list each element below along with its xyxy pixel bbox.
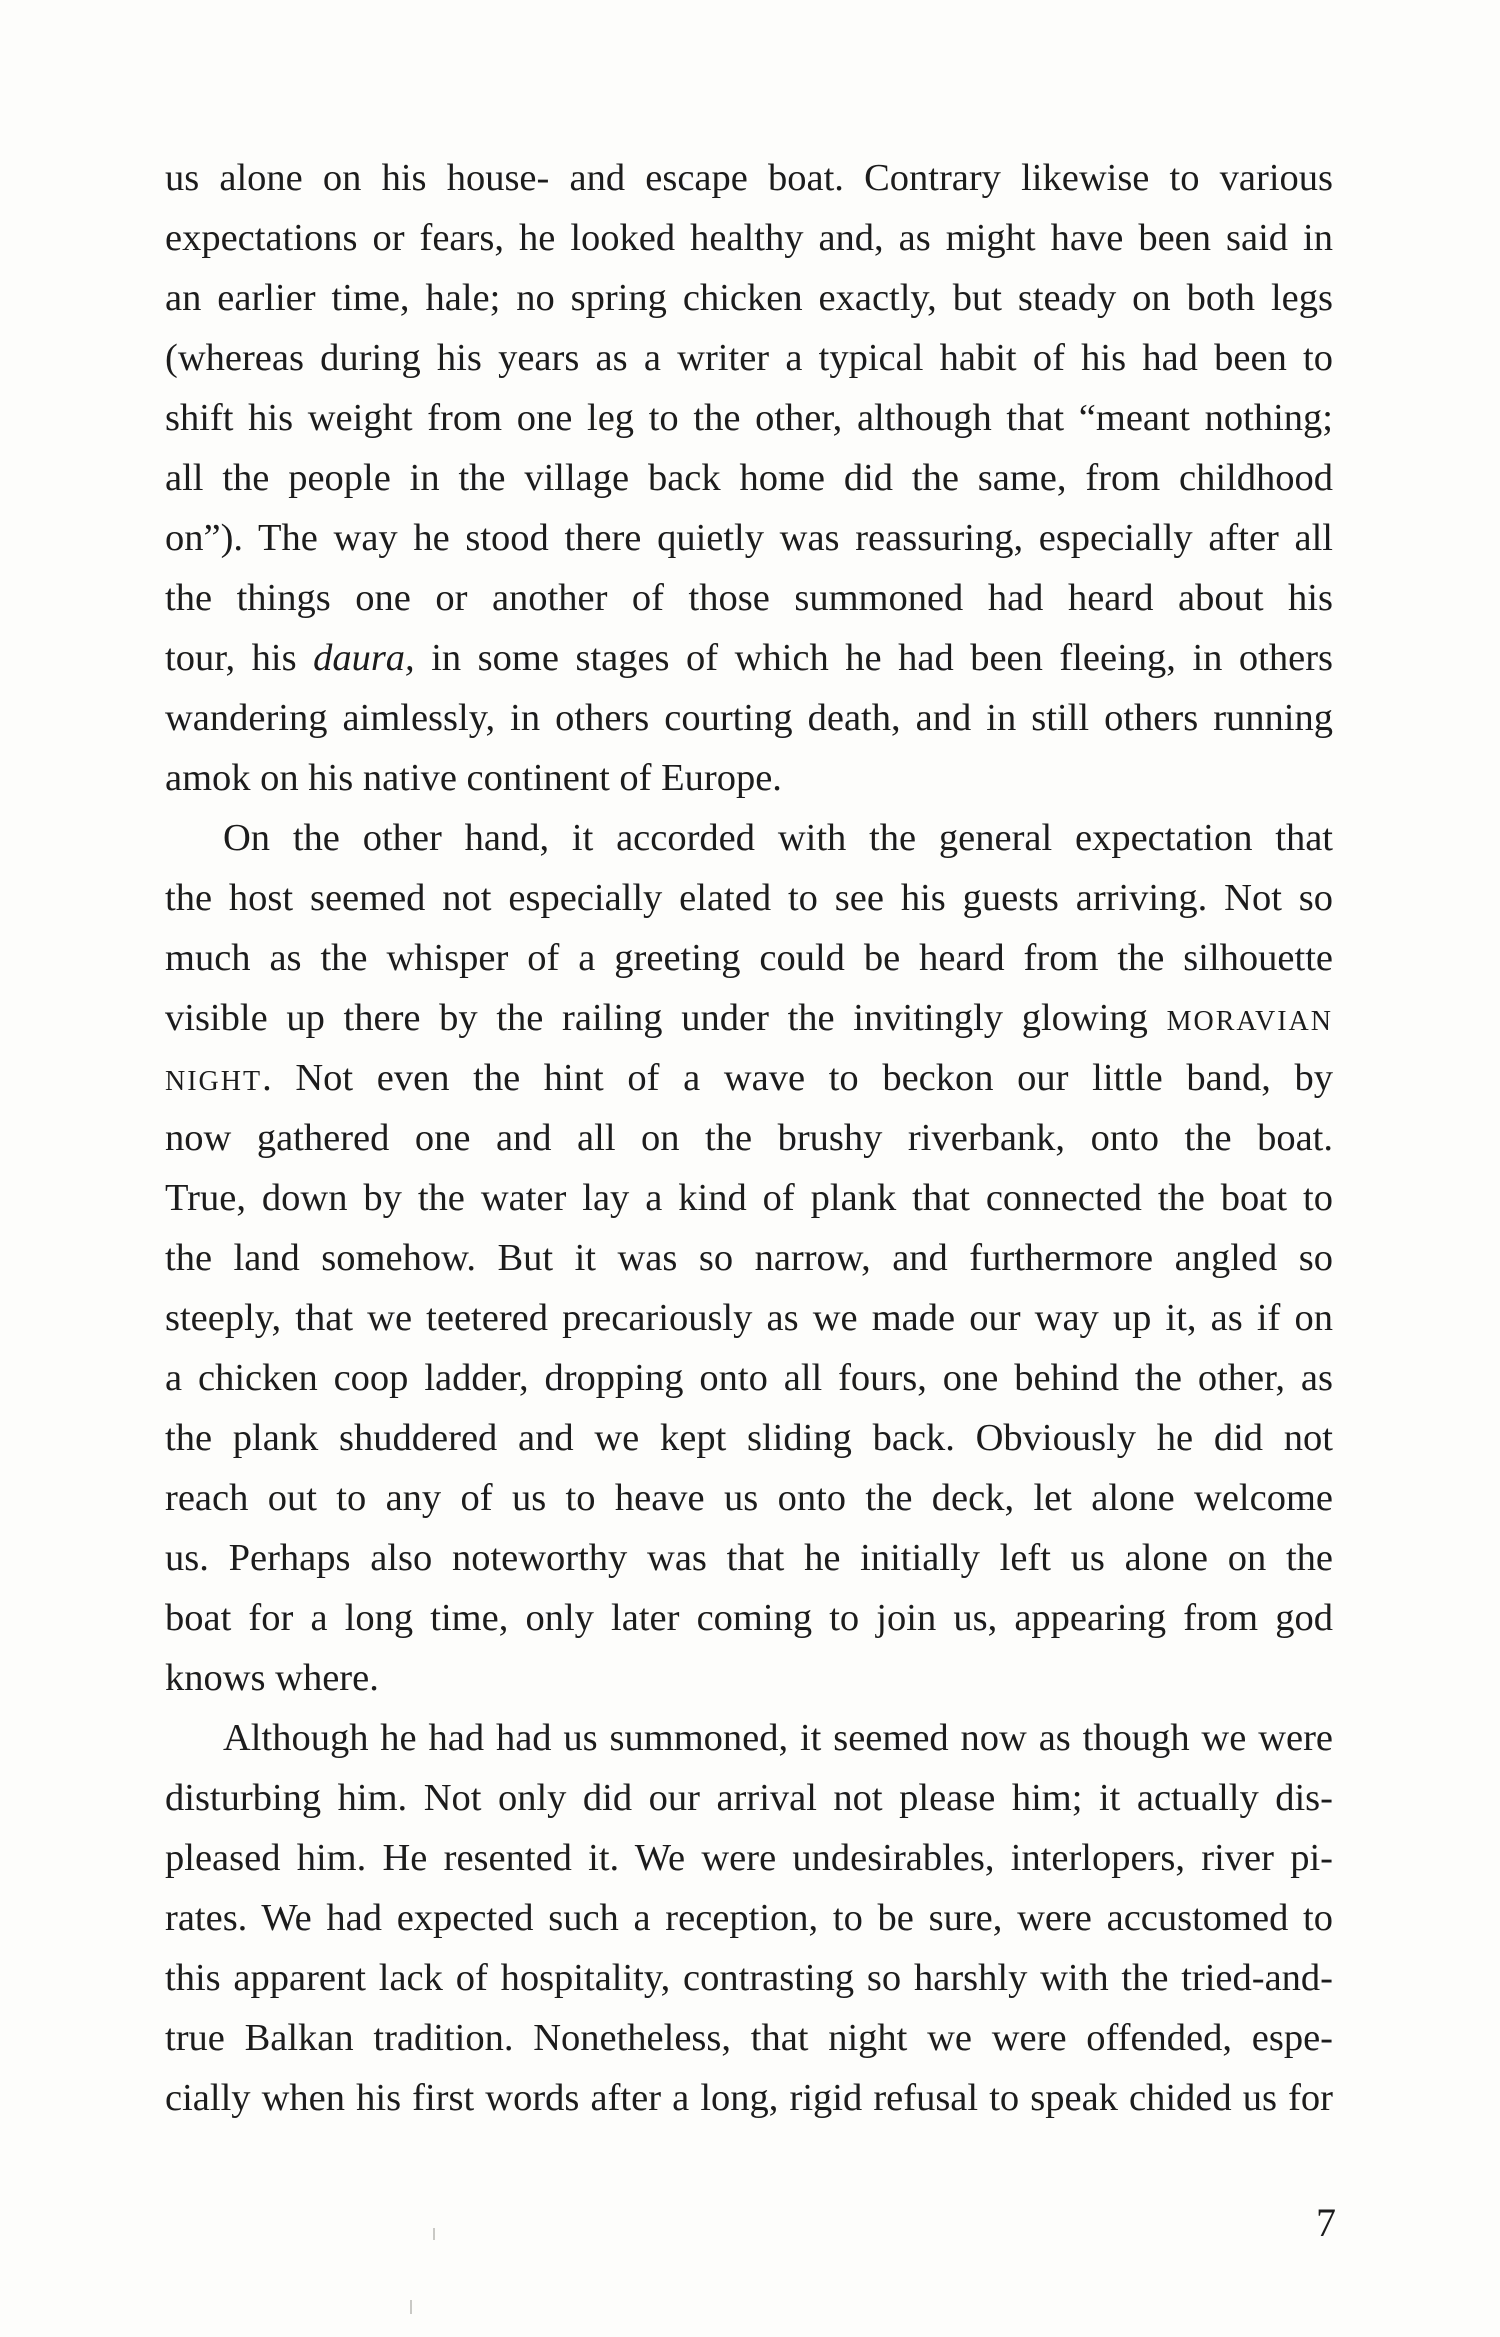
text-run: the things one or another of those summoned had heard about his bbox=[165, 577, 1333, 619]
text-line bbox=[165, 2068, 1333, 2128]
text-run: . Not even the hint of a wave to beckon our little band, by bbox=[262, 1057, 1333, 1099]
scan-speck bbox=[410, 2300, 412, 2314]
text-line bbox=[165, 1288, 1333, 1348]
text-run: wandering aimlessly, in others courting death, and in still others running bbox=[165, 697, 1333, 739]
text-run: knows where. bbox=[165, 1657, 379, 1699]
text-line bbox=[165, 328, 1333, 388]
text-run: visible up there by the railing under the invitingly glowing bbox=[165, 997, 1167, 1039]
text-run: us. Perhaps also noteworthy was that he initially left us alone on the bbox=[165, 1537, 1333, 1579]
text-line bbox=[165, 808, 1333, 868]
text-line bbox=[165, 748, 1333, 808]
text-run: rates. We had expected such a reception, to be sure, were accustomed to bbox=[165, 1897, 1333, 1939]
text-run: shift his weight from one leg to the other, although that “meant nothing; bbox=[165, 397, 1333, 439]
text-run: boat for a long time, only later coming to join us, appearing from god bbox=[165, 1597, 1333, 1639]
text-run: Although he had had us summoned, it seemed now as though we were bbox=[223, 1717, 1333, 1759]
text-line bbox=[165, 1528, 1333, 1588]
page-number: 7 bbox=[1316, 2200, 1336, 2245]
text-line bbox=[165, 1948, 1333, 2008]
text-run: us alone on his house- and escape boat. Contrary likewise to various bbox=[165, 157, 1333, 199]
text-line bbox=[165, 208, 1333, 268]
text-line bbox=[165, 268, 1333, 328]
text-run: the host seemed not especially elated to see his guests arriving. Not so bbox=[165, 877, 1333, 919]
scan-speck bbox=[433, 2228, 435, 2240]
text-line bbox=[165, 928, 1333, 988]
text-run: in some stages of which he had been fleeing, in others bbox=[414, 637, 1333, 679]
text-run: now gathered one and all on the brushy riverbank, onto the boat. bbox=[165, 1117, 1333, 1159]
text-run: steeply, that we teetered precariously as we made our way up it, as if on bbox=[165, 1297, 1333, 1339]
text-line bbox=[165, 628, 1333, 688]
text-line bbox=[165, 1408, 1333, 1468]
text-run: tour, his bbox=[165, 637, 314, 679]
text-run: the plank shuddered and we kept sliding back. Obviously he did not bbox=[165, 1417, 1333, 1459]
text-line bbox=[165, 148, 1333, 208]
text-run: (whereas during his years as a writer a typical habit of his had been to bbox=[165, 337, 1333, 379]
text-line bbox=[165, 2008, 1333, 2068]
text-line bbox=[165, 1828, 1333, 1888]
text-run: On the other hand, it accorded with the general expectation that bbox=[223, 817, 1333, 859]
text-line bbox=[165, 1168, 1333, 1228]
body-text bbox=[165, 148, 1333, 2128]
text-line bbox=[165, 688, 1333, 748]
text-line bbox=[165, 1768, 1333, 1828]
text-line bbox=[165, 1048, 1333, 1108]
text-run: a chicken coop ladder, dropping onto all fours, one behind the other, as bbox=[165, 1357, 1333, 1399]
text-line bbox=[165, 988, 1333, 1048]
text-line bbox=[165, 1648, 1333, 1708]
text-run: an earlier time, hale; no spring chicken exactly, but steady on both legs bbox=[165, 277, 1333, 319]
text-run: on”). The way he stood there quietly was reassuring, especially after all bbox=[165, 517, 1333, 559]
text-line bbox=[165, 1228, 1333, 1288]
text-run: this apparent lack of hospitality, contrasting so harshly with the tried-and- bbox=[165, 1957, 1333, 1999]
text-run: disturbing him. Not only did our arrival not please him; it actually dis- bbox=[165, 1777, 1333, 1819]
text-line bbox=[165, 1888, 1333, 1948]
text-run: much as the whisper of a greeting could be heard from the silhouette bbox=[165, 937, 1333, 979]
text-line bbox=[165, 448, 1333, 508]
text-line bbox=[165, 1468, 1333, 1528]
text-line bbox=[165, 388, 1333, 448]
text-line bbox=[165, 1588, 1333, 1648]
text-run: the land somehow. But it was so narrow, and furthermore angled so bbox=[165, 1237, 1333, 1279]
text-line bbox=[165, 508, 1333, 568]
text-run: pleased him. He resented it. We were undesirables, interlopers, river pi- bbox=[165, 1837, 1333, 1879]
text-line bbox=[165, 568, 1333, 628]
text-run: True, down by the water lay a kind of plank that connected the boat to bbox=[165, 1177, 1333, 1219]
text-run: amok on his native continent of Europe. bbox=[165, 757, 782, 799]
text-run: expectations or fears, he looked healthy and, as might have been said in bbox=[165, 217, 1333, 259]
text-run: all the people in the village back home did the same, from childhood bbox=[165, 457, 1333, 499]
text-line bbox=[165, 868, 1333, 928]
italic-word: daura, bbox=[313, 637, 415, 679]
small-caps-word: NIGHT bbox=[165, 1066, 263, 1097]
text-line bbox=[165, 1708, 1333, 1768]
text-line bbox=[165, 1348, 1333, 1408]
text-line bbox=[165, 1108, 1333, 1168]
text-run: reach out to any of us to heave us onto the deck, let alone welcome bbox=[165, 1477, 1333, 1519]
text-run: true Balkan tradition. Nonetheless, that night we were offended, espe- bbox=[165, 2017, 1333, 2059]
text-run: cially when his first words after a long, rigid refusal to speak chided us for bbox=[165, 2077, 1333, 2119]
small-caps-word: MORAVIAN bbox=[1166, 1006, 1333, 1037]
